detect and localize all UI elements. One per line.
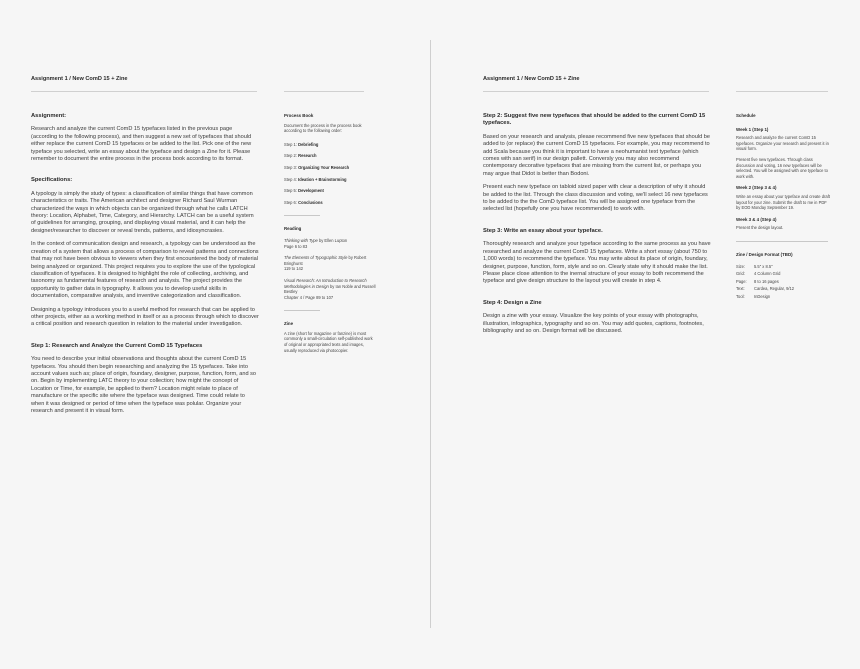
right-page-header: Assignment 1 / New ComD 15 + Zine: [483, 76, 580, 82]
step3-body: Thoroughly research and analyze your typeface according to the same process as you have researched and analyze the current ComD 15 typefaces. Write a short essay (about 750 to 1,000 words) to recommend the typeface. You may write about its place of origin, foundary, designer, purpose, function, form, style and so on. Clearly state why it should make the list. Please place close attention to the inernal structure of your essay to both recommend the typeface and give design structure to the layout you will create in step 4.: [483, 241, 711, 285]
step4-heading: Step 4: Design a Zine: [483, 299, 542, 306]
step2-heading: Step 2: Suggest five new typefaces that should be added to the current ComD 15 typefaces.: [483, 113, 706, 127]
left-page-header: Assignment 1 / New ComD 15 + Zine: [31, 76, 128, 82]
right-main-column: [483, 113, 711, 349]
reading-ref: Thinking with Type by Ellen Lupton Page 6 to 83: [284, 237, 348, 249]
zine-heading: Zine: [284, 321, 294, 327]
process-book-block: [284, 113, 376, 205]
step3-heading: Step 3: Write an essay about your typeface.: [483, 227, 603, 234]
step3-section: [483, 228, 711, 286]
right-side-header-rule: [736, 91, 828, 92]
step1-section: [31, 343, 259, 416]
schedule-week: Week 3 & 4 (Step 4) Present the design layout.: [736, 216, 784, 231]
specifications-section: [31, 177, 259, 328]
step2-section: [483, 113, 711, 214]
right-header-rule: [483, 91, 709, 92]
assignment-heading: Assignment:: [31, 113, 67, 119]
schedule-heading: Schedule: [736, 113, 756, 118]
right-side-column: [736, 113, 830, 309]
left-main-column: [31, 113, 259, 429]
reading-heading: Reading: [284, 226, 302, 232]
step1-body: You need to describe your initial observations and thoughts about the current ComD 15 typefaces. You should then begin researching and analyzing the 15 typefaces. Take into account values such as; place of origin, foundary, designer, purpose, function, form, and so on. Begin by implementing LATC theory to your collection; how might the concept of Location or Time, for example, be applied to them? Location might relate to place of manufacture or the specific site where the typeface was designed. Time could relate to when it was designed or period of time when the typeface was polular. Organize your research and present it in visual form.: [31, 356, 257, 414]
page-fold: [430, 40, 431, 628]
side-divider: [284, 215, 320, 216]
schedule-week: Week 1 (Step 1) Research and analyze the current ComD 15 typefaces. Organize your research and present it in visual form. Present five new typefaces. Through class discussion and voting, 16 new typefaces will be selected. You will be assigned with one typeface to work with.: [736, 126, 829, 179]
reading-ref: Visual Research: An Introduction to Research Methodologies in Design by Ian Noble and Russell Bestley Chapter 4 / Page 89 to 107: [284, 277, 376, 300]
step4-section: [483, 300, 711, 336]
format-row: Text: Cardea, Regular, 9/12: [736, 286, 795, 292]
format-row: Page: 8 to 16 pages: [736, 278, 779, 284]
step2-paragraph-2: Present each new typeface on tabloid sized paper with clear a description of why it should be added to the list. Through the class discussion and voting, we'll select 16 new typefaces to be added to the the ComD typeface list. You will be assigned one typeface from the selected list (hopefully one you have recommended) to work with.: [483, 184, 708, 213]
process-step: Step 4: Ideation + Brainstorming: [284, 176, 347, 182]
reading-ref: The Elements of Typographic Style by Robert Bringhurst 119 to 142: [284, 255, 367, 272]
process-step: Step 6: Conclusions: [284, 199, 323, 205]
specifications-paragraph-2: In the context of communication design and research, a typology can be understood as the creation of a system that allows a process of comparison to reveal patterns and connections that may not have been obvious to viewers when they first encountered the body of material being analyzed or organized. This project requires you to explore the use of the typological classification of typefaces. It is designed to highlight the role of collecting, archiving, and taxonomy as fundamental features of research and analysis. The project provides the opportunity to gather data in typography. It allows you to develop useful skills in documentation, comparative analysis, and inventive categorization and classification.: [31, 241, 259, 300]
step1-heading: Step 1: Research and Analyze the Current ComD 15 Typefaces: [31, 342, 203, 349]
format-row: Tool: InDesign: [736, 293, 771, 299]
schedule-week: Week 2 (Step 3 & 4) Write an essay about your typeface and create draft layout for your zine. Submit the draft to me in PDF by EOD Monday September 19.: [736, 185, 830, 211]
process-book-heading: Process Book: [284, 113, 314, 118]
side-divider: [736, 241, 828, 242]
zine-block: [284, 321, 376, 353]
specifications-paragraph-1: A typology is simply the study of types: a classification of similar things that have common characteristics or traits. The American architect and designer Richard Saul Wurman characterized the ways in which objects can be organized through what he calls LATCH theory: Location, Alphabet, Time, Category, and Hierarchy. LATCH can be a useful system of guidelines for arranging, grouping, and displaying visual material, and it can help the designer/researcher to discover or reveal trends, patterns, and idiosyncrasies.: [31, 190, 254, 234]
assignment-body: Research and analyze the current ComD 15 typefaces listed in the previous page (according to the following process), and then suggest a new set of typefaces that should either replace the current ComD 15 typefaces or be added to the list. Pick one of the new typeface you selected, write an essay about the typeface and design a Zine for it. Please remember to document the entire process in the process book according to its format.: [31, 126, 252, 163]
step4-body: Design a zine with your essay. Visualize the key points of your essay with photographs, illustration, infographics, typography and so on. You may add quotes, captions, footnotes, bibliography and so on. Design format will be discussed.: [483, 313, 704, 334]
specifications-paragraph-3: Designing a typology introduces you to a useful method for research that can be applied to other projects, either as a working method in itself or as a process through which to discover a critical position and research question in relation to the material under investigation.: [31, 306, 259, 328]
left-side-column: [284, 113, 376, 363]
process-step: Step 2: Research: [284, 153, 317, 159]
left-header-rule: [31, 91, 257, 92]
format-heading: Zine / Design Format (TBD): [736, 251, 793, 257]
assignment-section: [31, 113, 259, 163]
process-step: Step 5: Development: [284, 188, 324, 194]
step2-paragraph-1: Based on your research and analysis, please recommend five new typefaces that should be added to (or replace) the current ComD 15 typefaces. For example, you may recommend to add Scala because you think it is important to have a neohumanist text typeface (which comes with san serif) in our design pallett. Conversly you may also recommend contemporary decorative typefaces that are missing from the current list, or perhaps you may argue that Didot is better than Bodoni.: [483, 133, 710, 177]
left-side-header-rule: [284, 91, 364, 92]
format-row: Grid: 4 Column Grid: [736, 271, 781, 277]
format-block: [736, 252, 830, 300]
reading-block: [284, 226, 376, 300]
format-row: Size: 5.5" x 8.5": [736, 263, 773, 269]
process-step: Step 3: Organizing Your Research: [284, 164, 350, 170]
process-book-intro: Document the process in the process book according to the following order:: [284, 122, 362, 134]
zine-body: A zine (short for magazine or fanzine) is most commonly a small-circulation self-published work of original or appropriated texts and images, usually reproduced via photocopier.: [284, 330, 373, 353]
schedule-block: [736, 113, 830, 231]
side-divider: [284, 310, 320, 311]
specifications-heading: Specifications:: [31, 177, 73, 184]
process-step: Step 1: Debriefing: [284, 141, 319, 147]
